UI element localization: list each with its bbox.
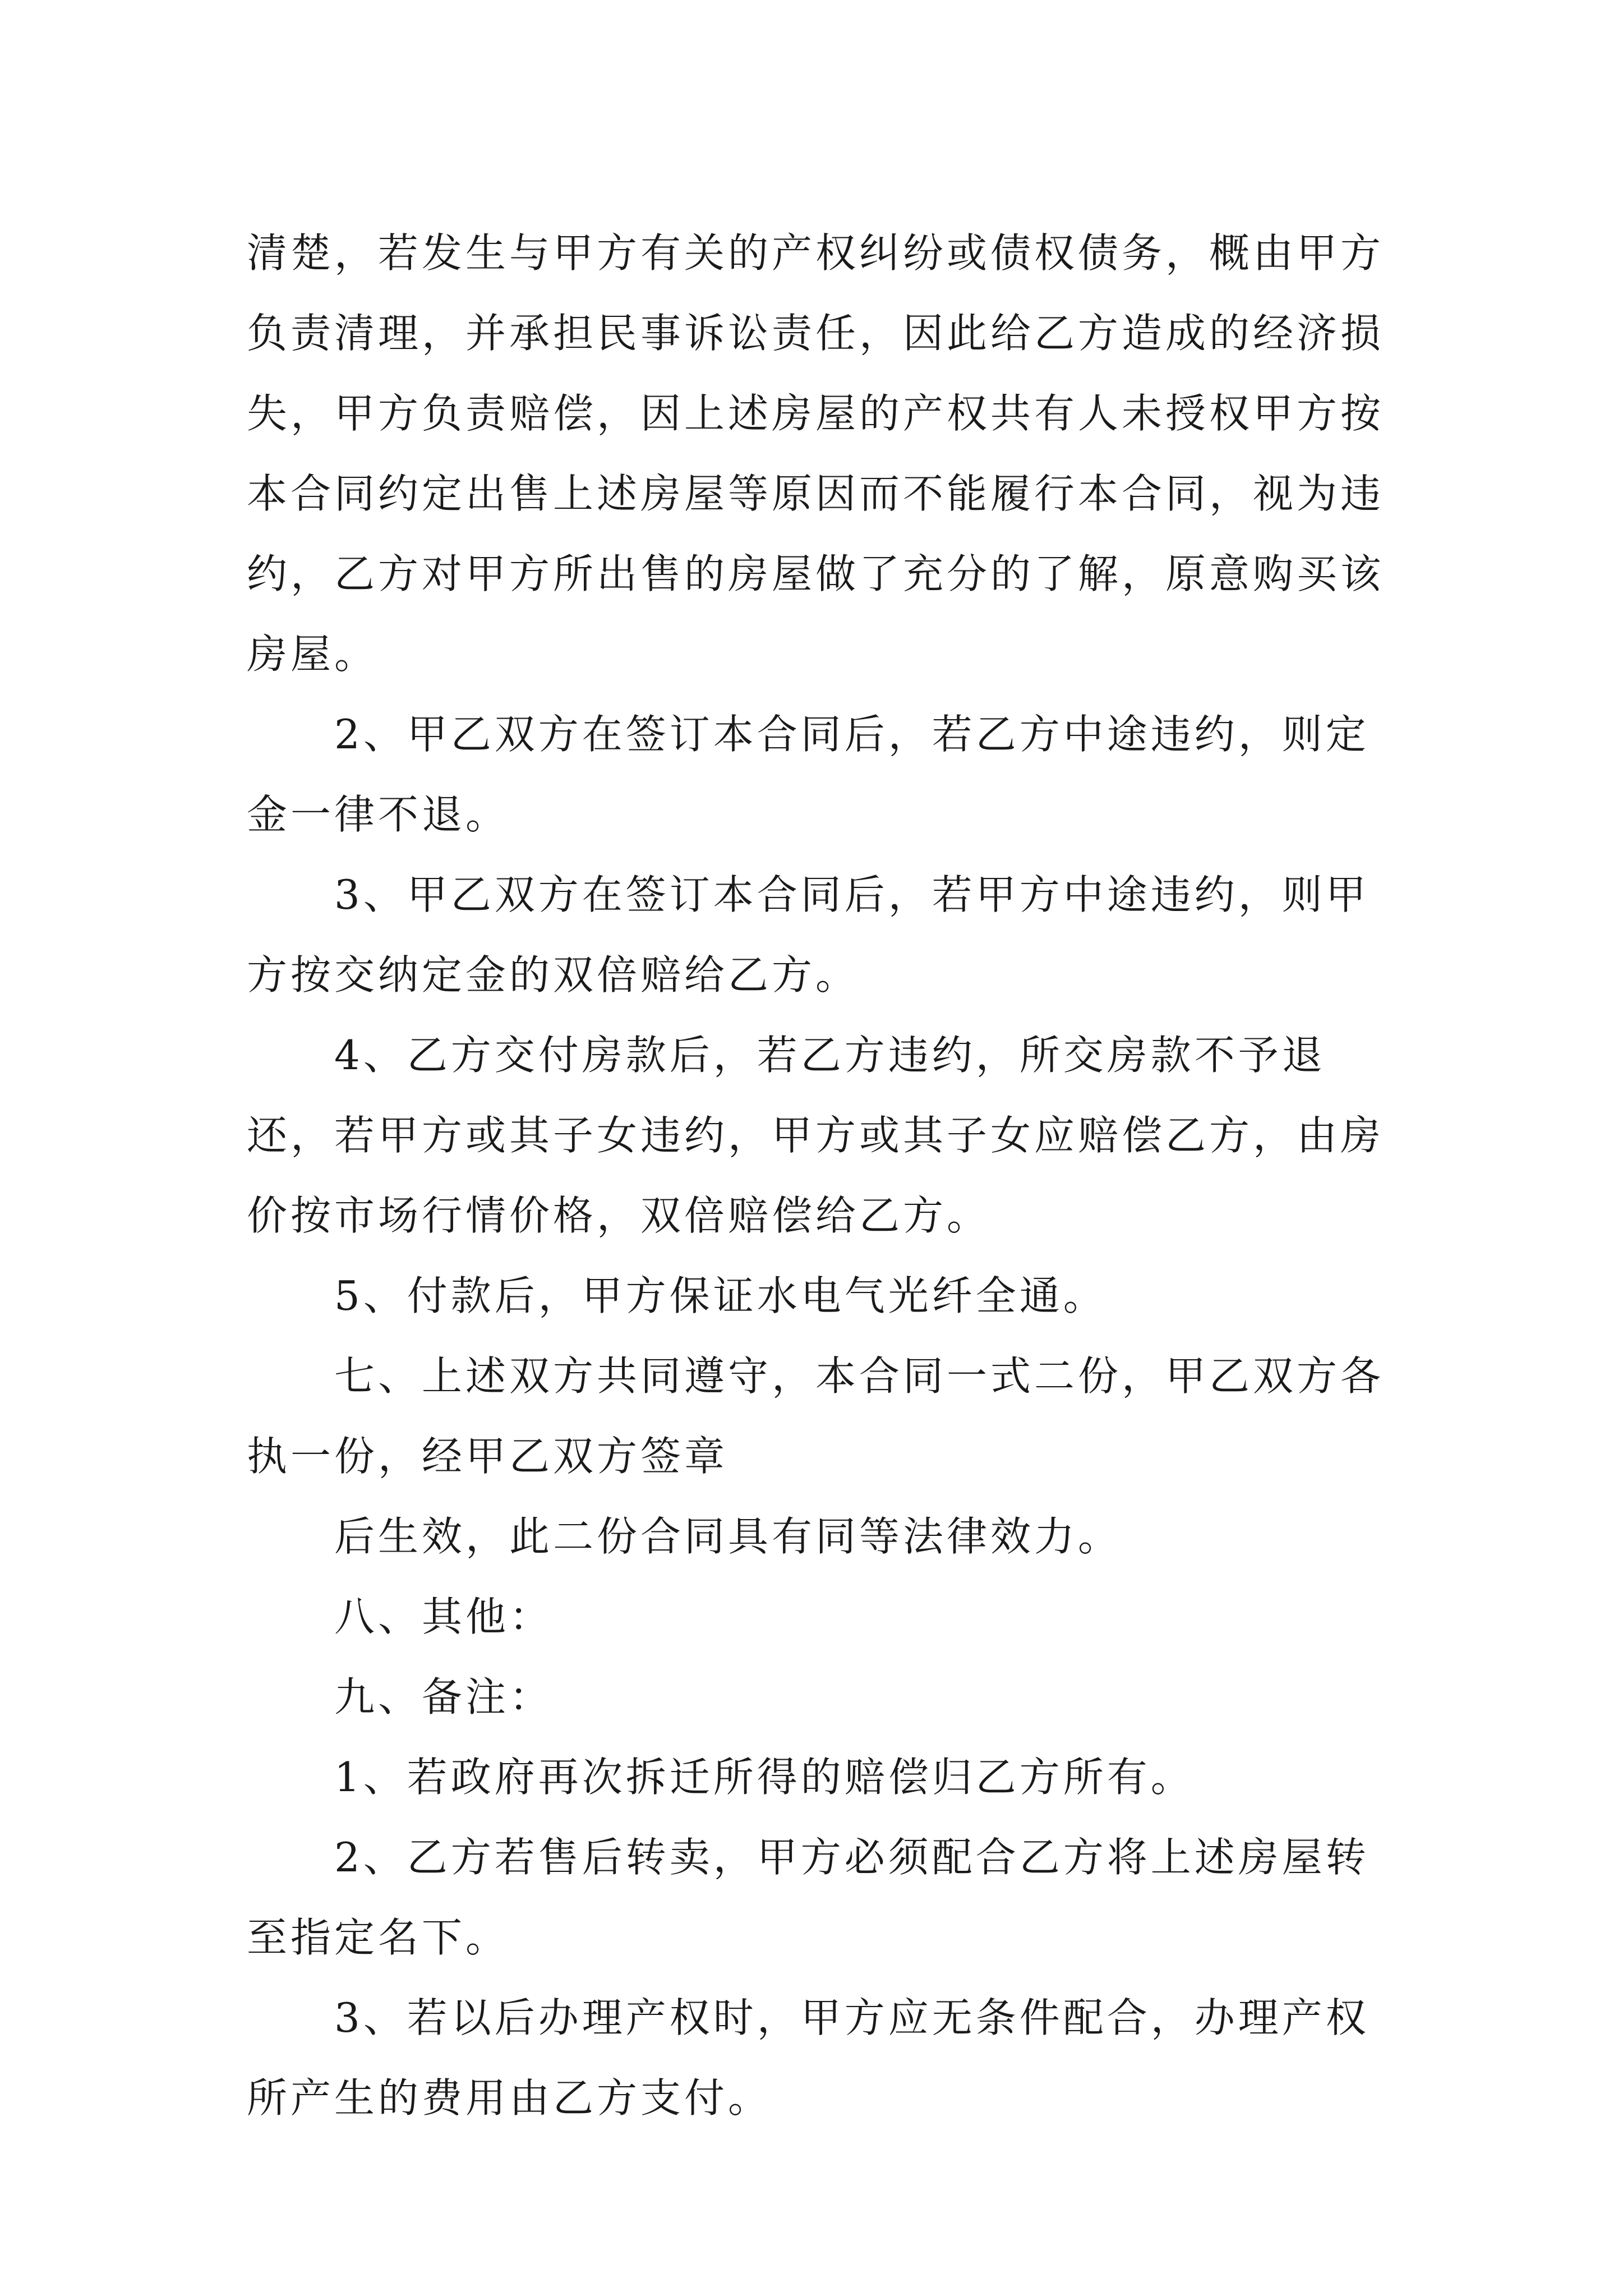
paragraph-note-3: 3、若以后办理产权时，甲方应无条件配合，办理产权所产生的费用由乙方支付。 bbox=[247, 1994, 1370, 2122]
paragraph-section-8: 八、其他： bbox=[334, 1593, 554, 1640]
paragraph-continuation: 清楚，若发生与甲方有关的产权纠纷或债权债务，概由甲方负责清理，并承担民事诉讼责任，因此给乙方造成的经济损失，甲方负责赔偿，因上述房屋的产权共有人未授权甲方按本合同约定出售上述房屋等原因而不能履行本合同，视为违约，乙方对甲方所出售的房屋做了充分的了解，原意购买该房屋。 bbox=[247, 229, 1385, 678]
paragraph-item-5: 5、付款后，甲方保证水电气光纤全通。 bbox=[334, 1272, 1107, 1319]
document-body bbox=[247, 213, 1391, 2138]
paragraph-item-4: 4、乙方交付房款后，若乙方违约，所交房款不予退还，若甲方或其子女违约，甲方或其子女应赔偿乙方，由房价按市场行情价格，双倍赔偿给乙方。 bbox=[247, 1032, 1385, 1239]
paragraph-section-7-continued: 后生效，此二份合同具有同等法律效力。 bbox=[334, 1513, 1122, 1560]
paragraph-note-1: 1、若政府再次拆迁所得的赔偿归乙方所有。 bbox=[334, 1754, 1195, 1801]
paragraph-section-9: 九、备注： bbox=[334, 1673, 554, 1720]
paragraph-item-2: 2、甲乙双方在签订本合同后，若乙方中途违约，则定金一律不退。 bbox=[247, 711, 1370, 838]
paragraph-note-2: 2、乙方若售后转卖，甲方必须配合乙方将上述房屋转至指定名下。 bbox=[247, 1834, 1370, 1961]
paragraph-section-7: 七、上述双方共同遵守，本合同一式二份，甲乙双方各执一份，经甲乙双方签章 bbox=[247, 1352, 1385, 1480]
paragraph-item-3: 3、甲乙双方在签订本合同后，若甲方中途违约，则甲方按交纳定金的双倍赔给乙方。 bbox=[247, 871, 1370, 999]
